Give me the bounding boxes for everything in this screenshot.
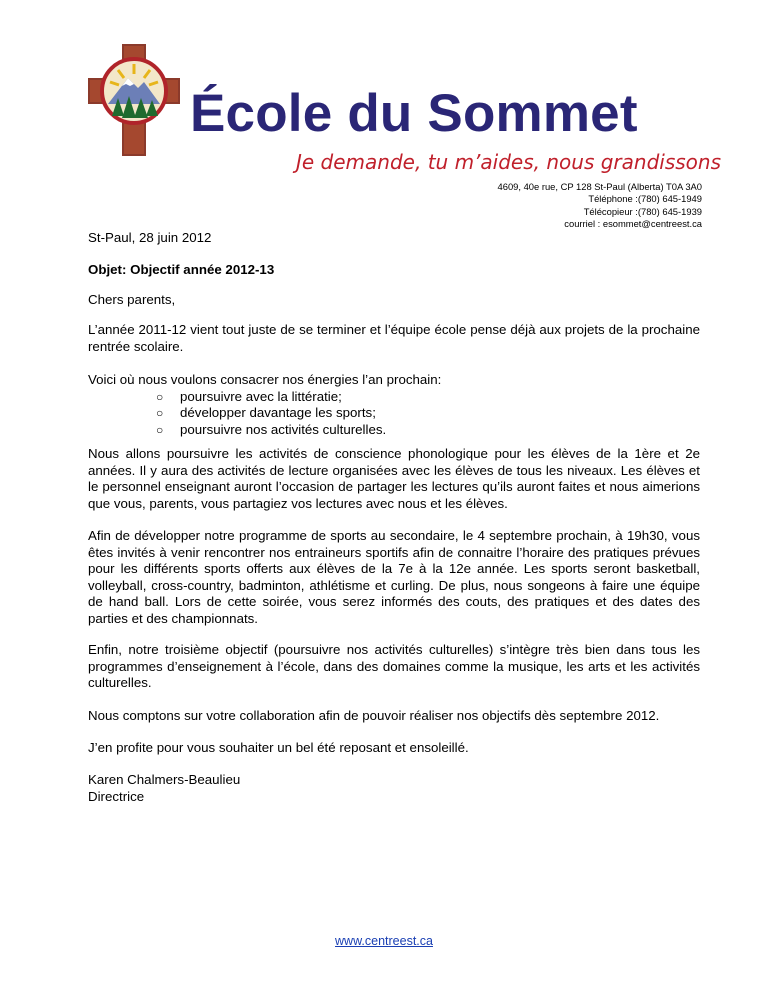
sports-block	[88, 528, 700, 627]
school-logo	[88, 44, 180, 156]
paragraph-intro: L’année 2011-12 vient tout juste de se terminer et l’équipe école pense déjà aux projets de la prochaine rentrée scolaire.	[88, 322, 700, 354]
contact-fax: Télécopieur :(780) 645-1939	[583, 205, 702, 217]
paragraph-literacy: Nous allons poursuivre les activités de conscience phonologique pour les élèves de la 1ère et 2e années. Il y aura des activités de lecture organisées avec les élèves de tous les niveaux. Les élèves et le personnel enseignant auront l’occasion de partager les lectures qu’ils auront faites et nous aimerions que vous, parents, vous partagiez vos lectures avec nous et les élèves.	[88, 446, 700, 511]
letter-salutation: Chers parents,	[88, 292, 176, 307]
contact-block	[498, 181, 702, 231]
list-item: ○ poursuivre nos activités culturelles.	[88, 422, 700, 439]
signer-title: Directrice	[88, 788, 145, 804]
letter-intro-block	[88, 322, 700, 355]
signer-name: Karen Chalmers-Beaulieu	[88, 772, 241, 787]
goals-block	[88, 372, 700, 438]
footer-website-link[interactable]: www.centreest.ca	[335, 934, 433, 948]
contact-email: courriel : esommet@centreest.ca	[564, 218, 702, 230]
paragraph-collaboration: Nous comptons sur votre collaboration afin de pouvoir réaliser nos objectifs dès septembre 2012.	[88, 708, 660, 723]
list-item: ○ développer davantage les sports;	[88, 405, 700, 422]
paragraph-culture: Enfin, notre troisième objectif (poursuivre nos activités culturelles) s’intègre très bien dans tous les programmes d’enseignement à l’école, dans des domaines comme la musique, les arts et les activités culturelles.	[88, 642, 700, 690]
school-name: École du Sommet	[190, 84, 638, 143]
culture-block	[88, 642, 700, 692]
paragraph-summer: J’en profite pour vous souhaiter un bel été reposant et ensoleillé.	[88, 740, 469, 755]
goals-list	[88, 389, 700, 439]
paragraph-sports: Afin de développer notre programme de sports au secondaire, le 4 septembre prochain, à 19h30, vous êtes invités à venir rencontrer nos entraineurs sportifs afin de connaitre l’horaire des pratiques prévues pour les différents sports offerts aux élèves de la 7e à la 12e année. Les sports seront basketball, volleyball, cross-country, badminton, athlétisme et curling. De plus, nous songeons à faire une équipe de hand ball. Lors de cette soirée, vous serez informés des couts, des pratiques et des dates des parties et des championnats.	[88, 528, 700, 626]
school-motto: Je demande, tu m’aides, nous grandissons	[296, 150, 721, 174]
literacy-block	[88, 446, 700, 512]
contact-address: 4609, 40e rue, CP 128 St-Paul (Alberta) T0A 3A0	[497, 181, 702, 192]
goals-intro: Voici où nous voulons consacrer nos énergies l’an prochain:	[88, 372, 442, 387]
collab-block	[88, 708, 700, 725]
contact-phone: Téléphone :(780) 645-1949	[588, 193, 702, 205]
letter-date: St-Paul, 28 juin 2012	[88, 230, 212, 245]
letter-subject: Objet: Objectif année 2012-13	[88, 262, 275, 277]
summer-block	[88, 740, 700, 757]
list-item: ○ poursuivre avec la littératie;	[88, 389, 700, 406]
signature-block	[88, 772, 700, 805]
